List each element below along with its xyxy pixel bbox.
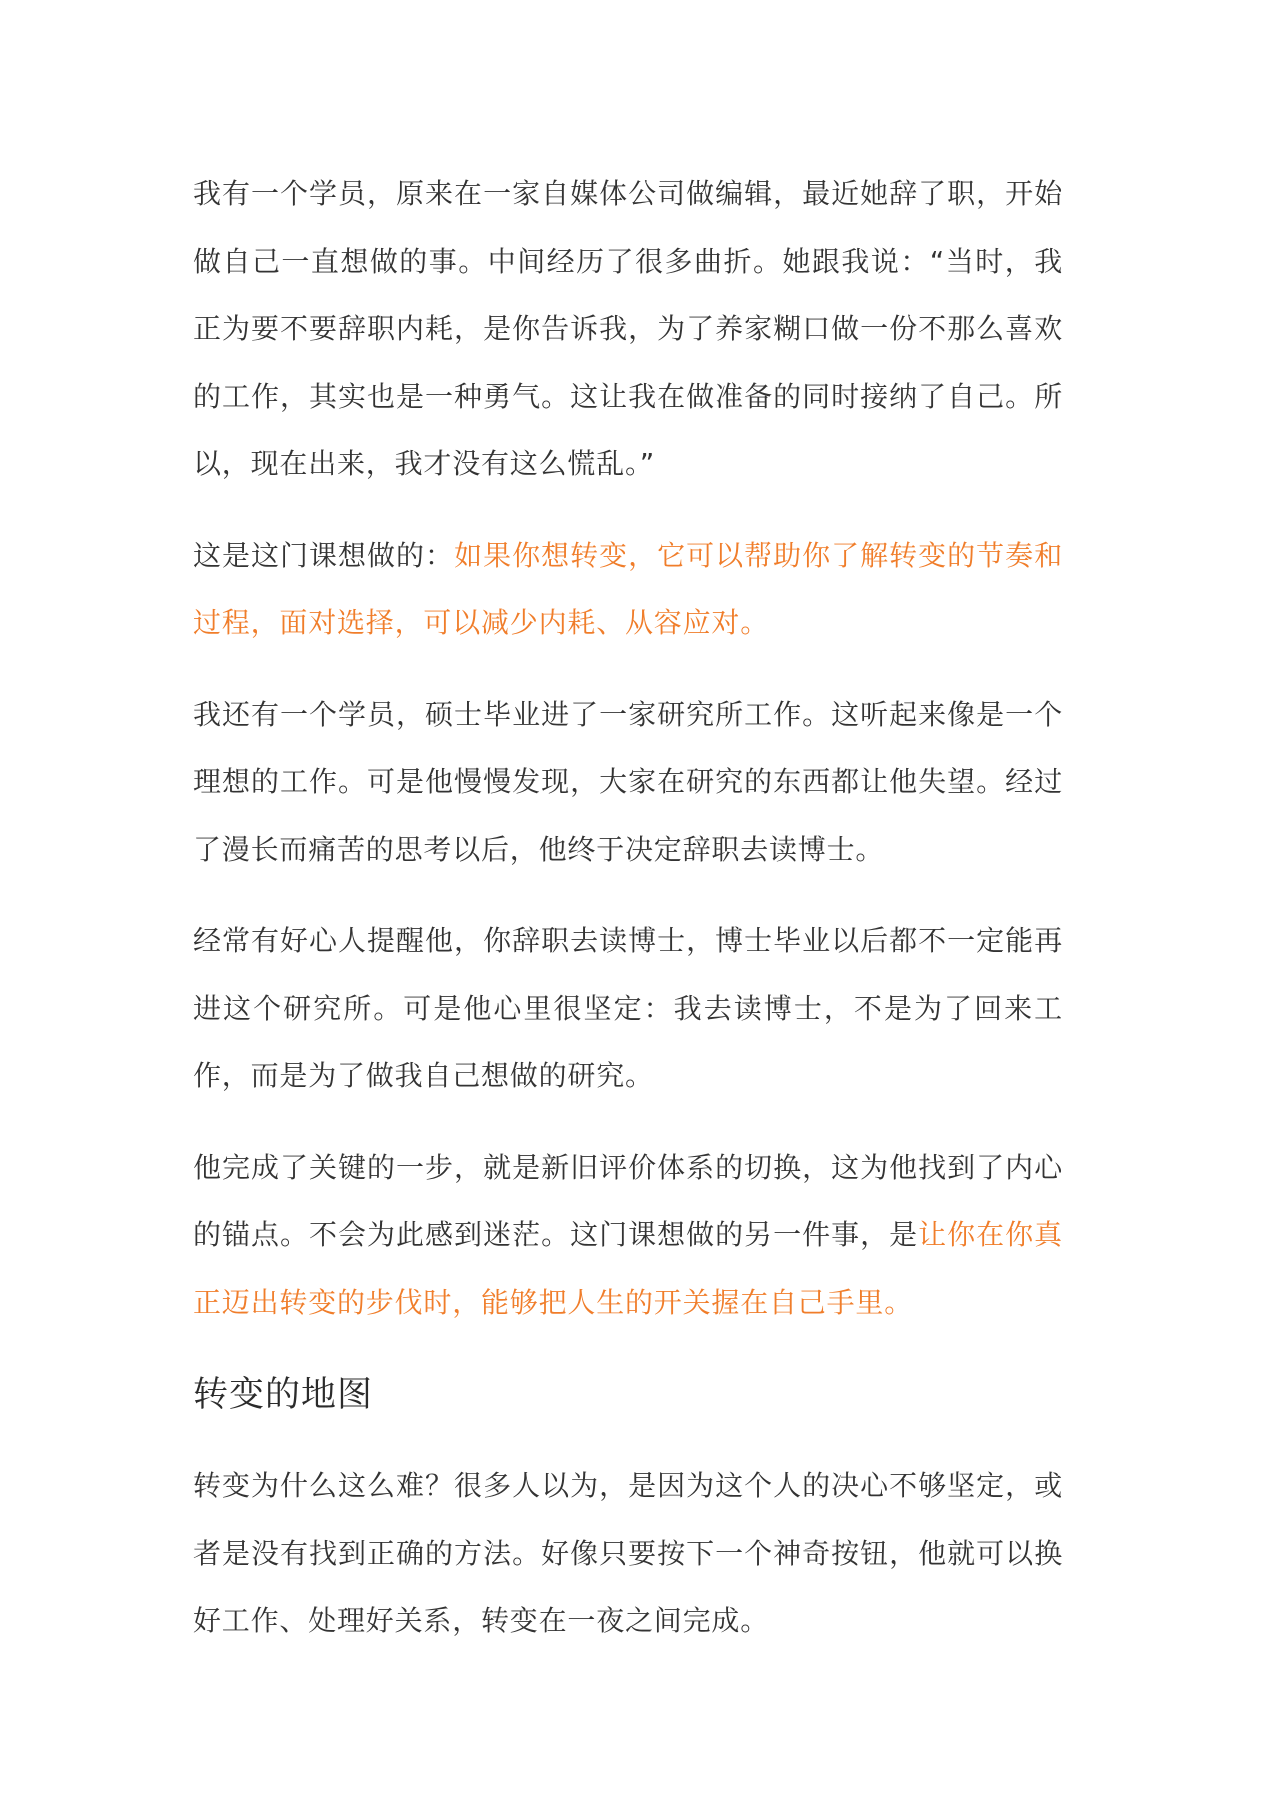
paragraph-text: 我有一个学员，原来在一家自媒体公司做编辑，最近她辞了职，开始做自己一直想做的事。中间经历了很多曲折。她跟我说：“当时，我正为要不要辞职内耗，是你告诉我，为了养家糊口做一份不那么喜欢的工作，其实也是一种勇气。这让我在做准备的同时接纳了自己。所以，现在出来，我才没有这么慌乱。” xyxy=(193,177,1063,480)
paragraph-text: 这是这门课想做的： xyxy=(193,538,455,572)
paragraph-key-step xyxy=(193,1134,1063,1337)
paragraph-phd-decision xyxy=(193,907,1063,1110)
paragraph-former-editor xyxy=(193,160,1063,498)
paragraph-text: 他完成了关键的一步，就是新旧评价体系的切换，这为他找到了内心的锚点。不会为此感到迷茫。这门课想做的另一件事，是 xyxy=(193,1150,1063,1251)
paragraph-text: 转变为什么这么难？很多人以为，是因为这个人的决心不够坚定，或者是没有找到正确的方法。好像只要按下一个神奇按钮，他就可以换好工作、处理好关系，转变在一夜之间完成。 xyxy=(193,1469,1063,1637)
paragraph-text: 经常有好心人提醒他，你辞职去读博士，博士毕业以后都不一定能再进这个研究所。可是他心里很坚定：我去读博士，不是为了回来工作，而是为了做我自己想做的研究。 xyxy=(193,924,1063,1092)
highlighted-text: 如果你想转变，它可以帮助你了解转变的节奏和过程，面对选择，可以减少内耗、从容应对。 xyxy=(193,538,1063,639)
paragraph-text: 我还有一个学员，硕士毕业进了一家研究所工作。这听起来像是一个理想的工作。可是他慢慢发现，大家在研究的东西都让他失望。经过了漫长而痛苦的思考以后，他终于决定辞职去读博士。 xyxy=(193,697,1063,866)
document-page xyxy=(193,160,1063,1679)
section-heading: 转变的地图 xyxy=(193,1375,374,1415)
highlighted-text: 让你在你真正迈出转变的步伐时，能够把人生的开关握在自己手里。 xyxy=(193,1218,1063,1319)
paragraph-course-goal xyxy=(193,522,1063,657)
paragraph-why-hard xyxy=(193,1452,1063,1655)
paragraph-research-student xyxy=(193,681,1063,884)
